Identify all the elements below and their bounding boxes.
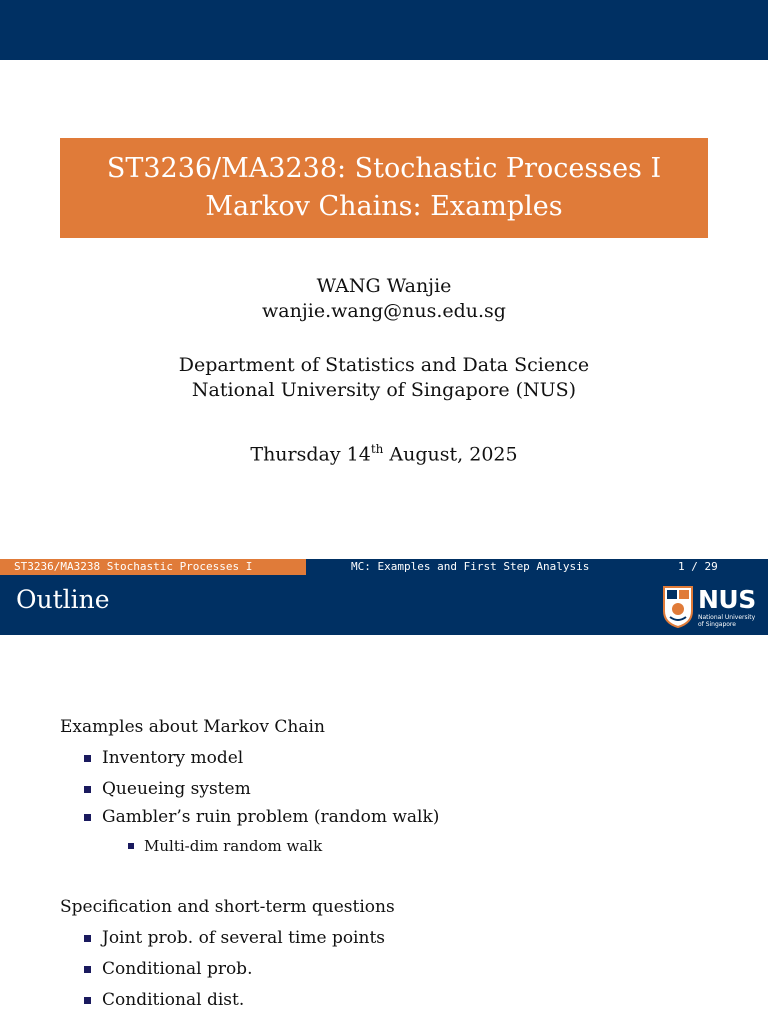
list-item [60,927,740,949]
nus-logo [662,585,762,631]
list-item [60,989,740,1011]
title-box [60,138,708,238]
bullet-icon [84,997,91,1004]
bullet-icon [84,814,91,821]
date-prefix: Thursday 14 [250,443,371,466]
outline-content [60,716,740,1011]
footer-course-box [0,559,306,575]
list-item-label: Gambler’s ruin problem (random walk) [102,807,440,827]
university: National University of Singapore (NUS) [191,379,577,401]
list-item [60,747,740,769]
list-item [60,778,740,800]
logo-text: NUS [698,585,756,614]
frame-title-bar [0,575,768,635]
sub-list-item [60,836,740,856]
sub-list-item-label: Multi-dim random walk [144,837,323,855]
date-superscript: th [370,442,384,456]
footer-section: MC: Examples and First Step Analysis [351,560,590,573]
bullet-icon [84,966,91,973]
list-item [60,806,740,828]
author-name: WANG Wanjie [316,275,452,297]
list-item [60,958,740,980]
author-block [0,274,768,324]
logo-subtitle-1: National University [698,614,756,621]
date-suffix: August, 2025 [383,443,518,466]
list-item-label: Joint prob. of several time points [102,928,385,948]
logo-subtitle-2: of Singapore [698,621,736,628]
department: Department of Statistics and Data Science [178,354,590,376]
institute-block [0,353,768,403]
bullet-icon [84,755,91,762]
title-line-2: Markov Chains: Examples [205,191,563,222]
frame-title: Outline [16,585,110,614]
nus-crest-icon [662,585,694,629]
section-heading-2: Specification and short-term questions [60,897,395,917]
footer-bar [0,559,768,575]
bullet-icon [128,843,134,849]
title-line-1: ST3236/MA3238: Stochastic Processes I [106,153,662,184]
section-heading-1: Examples about Markov Chain [60,717,325,737]
list-item-label: Conditional dist. [102,990,245,1010]
top-header-bar [0,0,768,60]
date [0,437,768,467]
bullet-icon [84,935,91,942]
author-email: wanjie.wang@nus.edu.sg [262,300,506,322]
list-item-label: Conditional prob. [102,959,253,979]
bullet-icon [84,786,91,793]
list-item-label: Queueing system [102,779,251,799]
footer-course: ST3236/MA3238 Stochastic Processes I [14,560,253,573]
footer-page-number: 1 / 29 [678,560,718,573]
list-item-label: Inventory model [102,748,244,768]
